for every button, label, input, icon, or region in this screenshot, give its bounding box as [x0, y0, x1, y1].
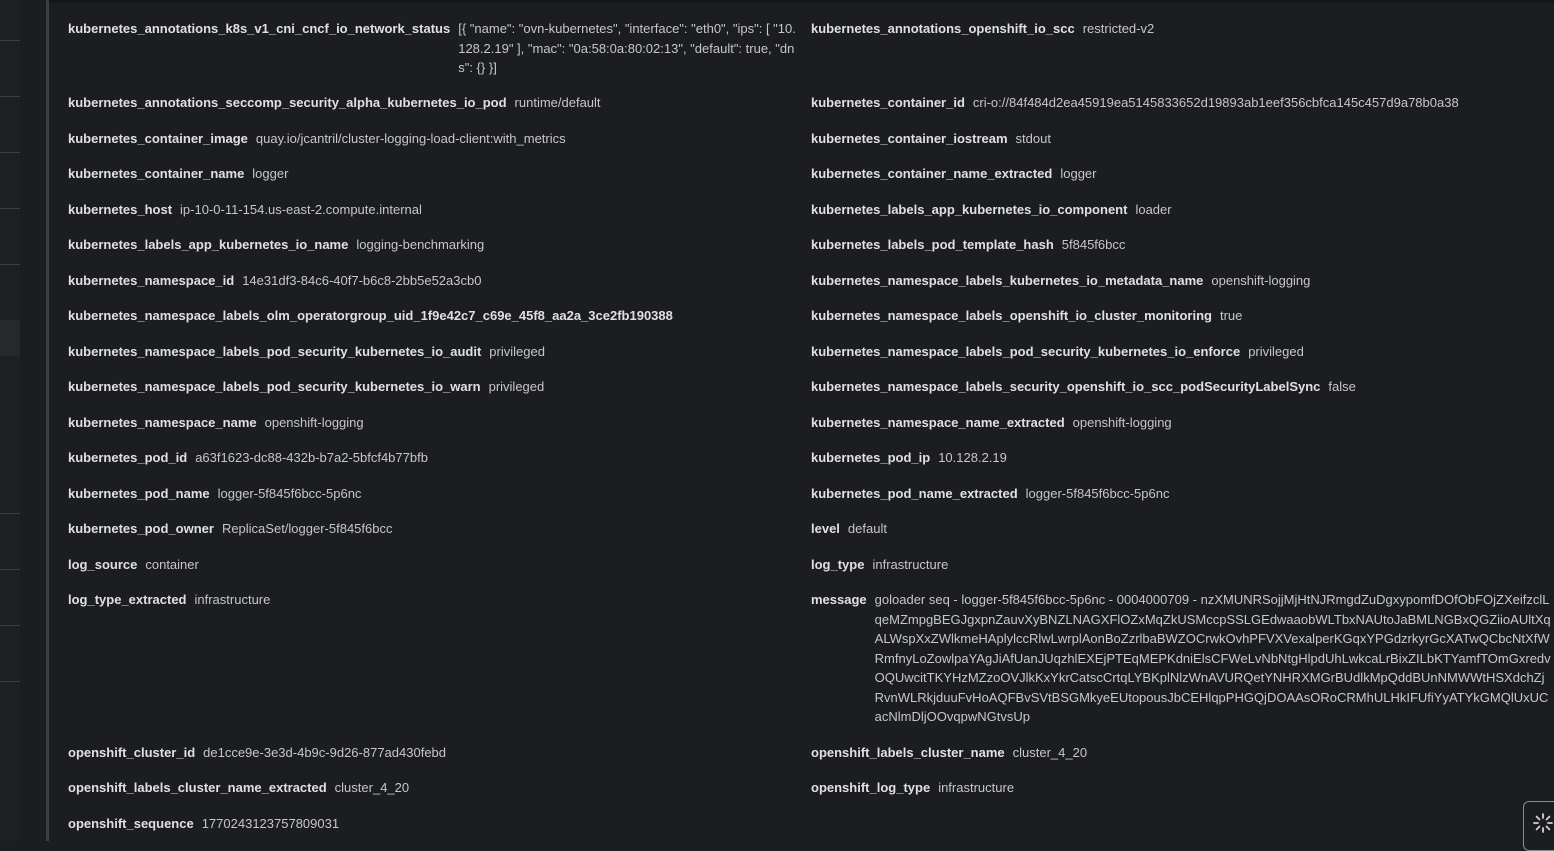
- field-key: kubernetes_namespace_name_extracted: [811, 415, 1065, 430]
- field-value[interactable]: runtime/default: [514, 95, 601, 110]
- field-key: kubernetes_namespace_labels_pod_security_kubernetes_io_warn: [68, 379, 481, 394]
- field-row: [811, 271, 1551, 291]
- field-key: kubernetes_labels_app_kubernetes_io_name: [68, 237, 349, 252]
- field-key: openshift_labels_cluster_name_extracted: [68, 780, 327, 795]
- field-row: [811, 164, 1551, 184]
- field-row: [68, 555, 803, 575]
- field-row: [68, 164, 803, 184]
- field-row: [811, 377, 1551, 397]
- rail-divider: [0, 569, 20, 570]
- field-key: kubernetes_pod_name: [68, 486, 210, 501]
- field-value[interactable]: ip-10-0-11-154.us-east-2.compute.internal: [180, 202, 422, 217]
- field-key: kubernetes_container_image: [68, 131, 248, 146]
- field-value[interactable]: infrastructure: [938, 780, 1015, 795]
- left-nav-rail: [0, 0, 21, 841]
- field-key: kubernetes_namespace_labels_security_openshift_io_scc_podSecurityLabelSync: [811, 379, 1321, 394]
- field-row: [68, 306, 803, 326]
- field-row: [811, 743, 1551, 763]
- field-value[interactable]: cluster_4_20: [334, 780, 410, 795]
- field-key: openshift_sequence: [68, 816, 194, 831]
- field-key: kubernetes_labels_app_kubernetes_io_component: [811, 202, 1128, 217]
- field-row: [811, 484, 1551, 504]
- rail-divider: [0, 681, 20, 682]
- field-key: openshift_labels_cluster_name: [811, 745, 1005, 760]
- field-row: [68, 200, 803, 220]
- field-key: kubernetes_namespace_id: [68, 273, 235, 288]
- field-value[interactable]: a63f1623-dc88-432b-b7a2-5bfcf4b77bfb: [195, 450, 428, 465]
- field-value[interactable]: 10.128.2.19: [938, 450, 1007, 465]
- field-row: [811, 93, 1551, 113]
- field-row: [68, 814, 803, 834]
- spinner-icon: [1532, 812, 1554, 834]
- field-value[interactable]: quay.io/jcantril/cluster-logging-load-client:with_metrics: [255, 131, 566, 146]
- field-row: [811, 778, 1551, 798]
- rail-divider: [0, 513, 20, 514]
- field-row: [811, 448, 1551, 468]
- field-value[interactable]: openshift-logging: [1211, 273, 1311, 288]
- rail-divider: [0, 96, 20, 97]
- field-key: kubernetes_namespace_labels_kubernetes_io_metadata_name: [811, 273, 1204, 288]
- field-value[interactable]: cri-o://84f484d2ea45919ea5145833652d19893ab1eef356cbfca145c457d9a78b0a38: [972, 95, 1459, 110]
- field-value[interactable]: privileged: [489, 344, 545, 359]
- field-key: kubernetes_annotations_openshift_io_scc: [811, 21, 1075, 36]
- field-row: [68, 778, 803, 798]
- field-value[interactable]: logger-5f845f6bcc-5p6nc: [1025, 486, 1170, 501]
- field-value[interactable]: restricted-v2: [1082, 21, 1155, 36]
- field-key: openshift_cluster_id: [68, 745, 196, 760]
- field-row: [68, 271, 803, 291]
- field-row: [68, 484, 803, 504]
- field-value[interactable]: logger: [252, 166, 289, 181]
- field-value[interactable]: privileged: [1248, 344, 1304, 359]
- field-key: log_source: [68, 557, 138, 572]
- field-value[interactable]: true: [1219, 308, 1243, 323]
- field-key: kubernetes_namespace_labels_pod_security_kubernetes_io_enforce: [811, 344, 1241, 359]
- field-row: [68, 413, 803, 433]
- field-value[interactable]: de1cce9e-3e3d-4b9c-9d26-877ad430febd: [203, 745, 447, 760]
- field-row: [68, 448, 803, 468]
- field-row: [811, 413, 1551, 433]
- field-row: [811, 342, 1551, 362]
- field-value[interactable]: ReplicaSet/logger-5f845f6bcc: [221, 521, 393, 536]
- field-key: kubernetes_namespace_labels_openshift_io_cluster_monitoring: [811, 308, 1212, 323]
- field-row: [811, 555, 1551, 575]
- field-key: kubernetes_pod_owner: [68, 521, 214, 536]
- field-key: kubernetes_namespace_name: [68, 415, 257, 430]
- field-value[interactable]: loader: [1135, 202, 1172, 217]
- field-key: kubernetes_namespace_labels_olm_operatorgroup_uid_1f9e42c7_c69e_45f8_aa2a_3ce2fb190388: [68, 308, 673, 323]
- field-value[interactable]: default: [847, 521, 887, 536]
- field-key: kubernetes_annotations_k8s_v1_cni_cncf_io_network_status: [68, 21, 451, 36]
- field-row: [811, 200, 1551, 220]
- field-key: openshift_log_type: [811, 780, 931, 795]
- field-value[interactable]: privileged: [488, 379, 545, 394]
- field-row: [68, 519, 803, 539]
- field-value[interactable]: 5f845f6bcc: [1061, 237, 1126, 252]
- field-value[interactable]: false: [1328, 379, 1356, 394]
- field-value[interactable]: goloader seq - logger-5f845f6bcc-5p6nc - 0004000709 - nzXMUNRSojjMjHtNJRmgdZuDgxypomfDOfObFOjZXeifzclLqeMZmpgBEGJgxpnZauvXyBNZLNAGXFlOZxMqZkUSMccpSSLGEdwaaobWLTbxNAUtoJaBMLNGBxQGZiioAUltXqALWspXxZWlkmeHAplylccRlwLwrplAonBoZzrlbaBWZOCrwkOvhPFVXVexalperKGqxYPGdzrkyrGcXATwQCbcNtXfWRmfnyLoZowlpaYAgJiAfUanJUqzhlEXEjPTEqMEPKdniElsCFWeLvNbNtgHlpdUhLwkcaLrBixZILbKTYamfTOmGxredvOQUwcitTKYHzMZzoOVJlkKxYkrCatscCrtqLYBKplNlzWnAVURQetYNHRXMGrBUdlkMpQddBUnNMWWtHSXdchZjRvnWLRkjduuFvHoAQFBvSVtBSGMkyeEUtopousJbCEHlqpPHGQjDOAAsORoCRMhULHkIFUfiYyATYkGMQlUxUCacNlmDljOOvqpwNGtvsUp: [874, 592, 1551, 724]
- field-row: [811, 129, 1551, 149]
- field-value[interactable]: openshift-logging: [264, 415, 364, 430]
- field-row: [68, 19, 803, 78]
- rail-divider: [0, 264, 20, 265]
- field-key: kubernetes_annotations_seccomp_security_alpha_kubernetes_io_pod: [68, 95, 507, 110]
- rail-gap: [20, 0, 46, 841]
- field-key: kubernetes_pod_ip: [811, 450, 931, 465]
- field-value[interactable]: container: [145, 557, 199, 572]
- field-key: level: [811, 521, 840, 536]
- field-key: kubernetes_host: [68, 202, 173, 217]
- field-value[interactable]: [{ "name": "ovn-kubernetes", "interface": "eth0", "ips": [ "10.128.2.19" ], "mac": "0a:58:0a:80:02:13", "default": true, "dns": {} }]: [458, 21, 796, 75]
- log-detail-panel: [49, 0, 1554, 841]
- field-key: kubernetes_pod_name_extracted: [811, 486, 1018, 501]
- field-key: message: [811, 592, 867, 607]
- field-key: kubernetes_container_iostream: [811, 131, 1008, 146]
- rail-divider: [0, 625, 20, 626]
- field-key: kubernetes_container_name: [68, 166, 245, 181]
- field-row: [811, 590, 1551, 727]
- rail-item-active[interactable]: [0, 320, 20, 356]
- field-value[interactable]: logger: [1060, 166, 1097, 181]
- field-row: [811, 235, 1551, 255]
- field-key: log_type: [811, 557, 865, 572]
- field-key: kubernetes_container_id: [811, 95, 965, 110]
- field-key: kubernetes_namespace_labels_pod_security_kubernetes_io_audit: [68, 344, 482, 359]
- field-value[interactable]: infrastructure: [872, 557, 949, 572]
- field-key: kubernetes_pod_id: [68, 450, 188, 465]
- field-row: [811, 19, 1551, 39]
- field-row: [68, 235, 803, 255]
- field-row: [68, 743, 803, 763]
- field-value[interactable]: cluster_4_20: [1012, 745, 1088, 760]
- field-value[interactable]: infrastructure: [194, 592, 271, 607]
- field-row: [68, 377, 803, 397]
- field-value[interactable]: stdout: [1015, 131, 1051, 146]
- field-value[interactable]: openshift-logging: [1072, 415, 1172, 430]
- field-value[interactable]: logging-benchmarking: [356, 237, 485, 252]
- rail-divider: [0, 40, 20, 41]
- field-key: kubernetes_container_name_extracted: [811, 166, 1053, 181]
- field-row: [68, 342, 803, 362]
- field-row: [811, 519, 1551, 539]
- field-row: [68, 93, 803, 113]
- field-key: kubernetes_labels_pod_template_hash: [811, 237, 1054, 252]
- field-key: log_type_extracted: [68, 592, 187, 607]
- field-row: [811, 306, 1551, 326]
- rail-divider: [0, 152, 20, 153]
- field-row: [68, 590, 803, 610]
- field-row: [68, 129, 803, 149]
- panel-top-edge: [49, 0, 1554, 3]
- rail-divider: [0, 208, 20, 209]
- field-value[interactable]: 14e31df3-84c6-40f7-b6c8-2bb5e52a3cb0: [242, 273, 482, 288]
- field-value[interactable]: 1770243123757809031: [201, 816, 340, 831]
- loading-button[interactable]: [1523, 801, 1554, 851]
- field-value[interactable]: logger-5f845f6bcc-5p6nc: [217, 486, 362, 501]
